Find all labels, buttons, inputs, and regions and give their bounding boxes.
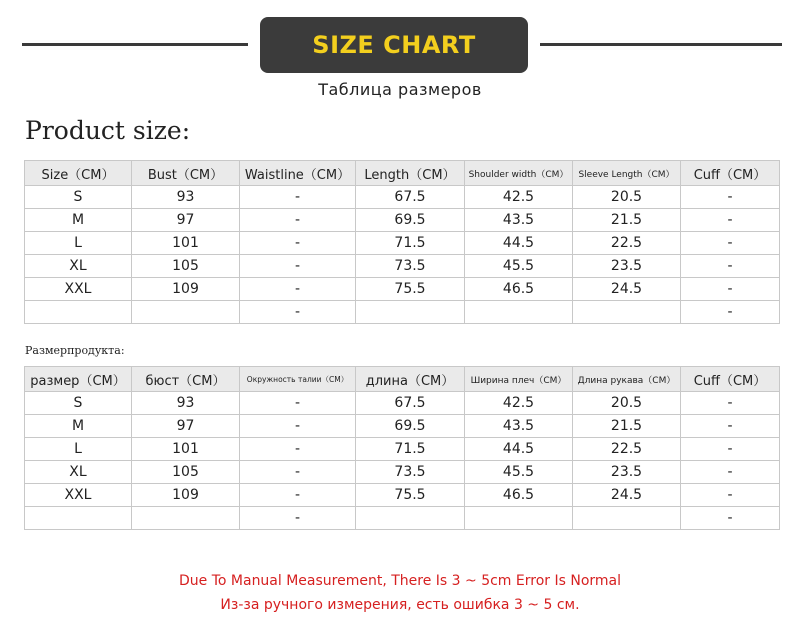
cell-bust: 101 [132,438,240,461]
table-row [25,461,780,484]
cell-bust: 97 [132,209,240,232]
cell-cuff: - [681,278,780,301]
cell-cuff: - [681,438,780,461]
cell-sleeve-length [573,301,681,324]
cell-cuff: - [681,232,780,255]
cell-waistline: - [240,209,356,232]
cell-length: 71.5 [356,438,465,461]
cell-bust: 93 [132,186,240,209]
banner-title: SIZE CHART [312,31,476,59]
cell-length: 73.5 [356,461,465,484]
cell-waistline: - [240,392,356,415]
cell-length: 69.5 [356,415,465,438]
table-row [25,186,780,209]
cell-length: 67.5 [356,392,465,415]
cell-bust: 97 [132,415,240,438]
cell-size: XXL [25,278,132,301]
cell-shoulder-width: 42.5 [465,186,573,209]
cell-sleeve-length: 24.5 [573,278,681,301]
cell-bust: 109 [132,278,240,301]
cell-shoulder-width: 43.5 [465,415,573,438]
column-header-cuff: Cuff（CM） [681,367,780,392]
column-header-bust: Bust（CM） [132,161,240,186]
cell-size: S [25,392,132,415]
cell-shoulder-width: 44.5 [465,438,573,461]
cell-length: 73.5 [356,255,465,278]
page-subtitle: Таблица размеров [318,80,482,99]
cell-cuff: - [681,186,780,209]
header-divider-right [540,43,782,46]
cell-shoulder-width: 43.5 [465,209,573,232]
table-row [25,278,780,301]
cell-size: L [25,232,132,255]
cell-cuff: - [681,392,780,415]
size-table-russian [24,366,780,530]
cell-cuff: - [681,255,780,278]
cell-waistline: - [240,186,356,209]
table-header-row [25,161,780,186]
header-divider-left [22,43,248,46]
cell-shoulder-width: 45.5 [465,461,573,484]
cell-sleeve-length [573,507,681,530]
cell-size: XXL [25,484,132,507]
cell-cuff: - [681,301,780,324]
cell-size [25,507,132,530]
table-header-row [25,367,780,392]
column-header-waistline: Waistline（CM） [240,161,356,186]
measurement-note-russian: Из-за ручного измерения, есть ошибка 3 ~ 5 см. [220,597,580,613]
cell-waistline: - [240,438,356,461]
cell-sleeve-length: 24.5 [573,484,681,507]
table-row [25,415,780,438]
table-row [25,209,780,232]
column-header-size: Size（CM） [25,161,132,186]
cell-shoulder-width [465,301,573,324]
cell-bust [132,507,240,530]
table-row [25,507,780,530]
cell-shoulder-width: 45.5 [465,255,573,278]
cell-sleeve-length: 22.5 [573,232,681,255]
cell-length [356,301,465,324]
table-row [25,438,780,461]
cell-length: 67.5 [356,186,465,209]
column-header-sleeve-length: Длина рукава（CM） [573,367,681,392]
table-row [25,301,780,324]
column-header-bust: бюст（CM） [132,367,240,392]
column-header-shoulder-width: Ширина плеч（CM） [465,367,573,392]
cell-length [356,507,465,530]
cell-cuff: - [681,484,780,507]
column-header-cuff: Cuff（CM） [681,161,780,186]
cell-waistline: - [240,484,356,507]
cell-shoulder-width: 46.5 [465,278,573,301]
cell-shoulder-width [465,507,573,530]
cell-size: XL [25,255,132,278]
cell-bust [132,301,240,324]
cell-length: 75.5 [356,484,465,507]
cell-sleeve-length: 22.5 [573,438,681,461]
table-row [25,484,780,507]
column-header-waistline: Окружность талии（CM） [240,367,356,392]
cell-bust: 109 [132,484,240,507]
cell-length: 69.5 [356,209,465,232]
cell-bust: 105 [132,461,240,484]
cell-waistline: - [240,461,356,484]
cell-shoulder-width: 46.5 [465,484,573,507]
cell-size: S [25,186,132,209]
cell-cuff: - [681,415,780,438]
cell-waistline: - [240,507,356,530]
cell-sleeve-length: 21.5 [573,209,681,232]
column-header-length: длина（CM） [356,367,465,392]
size-table-english [24,160,780,324]
cell-bust: 93 [132,392,240,415]
cell-sleeve-length: 20.5 [573,392,681,415]
cell-length: 71.5 [356,232,465,255]
cell-size: XL [25,461,132,484]
column-header-size: размер（CM） [25,367,132,392]
cell-bust: 105 [132,255,240,278]
cell-shoulder-width: 44.5 [465,232,573,255]
table-row [25,232,780,255]
cell-waistline: - [240,301,356,324]
cell-size: L [25,438,132,461]
column-header-shoulder-width: Shoulder width（CM） [465,161,573,186]
cell-cuff: - [681,461,780,484]
cell-sleeve-length: 20.5 [573,186,681,209]
cell-length: 75.5 [356,278,465,301]
cell-cuff: - [681,209,780,232]
product-size-heading: Product size: [25,116,191,145]
column-header-sleeve-length: Sleeve Length（CM） [573,161,681,186]
cell-sleeve-length: 23.5 [573,255,681,278]
size-chart-banner [260,17,528,73]
column-header-length: Length（CM） [356,161,465,186]
cell-size: M [25,209,132,232]
table-row [25,392,780,415]
cell-sleeve-length: 21.5 [573,415,681,438]
cell-shoulder-width: 42.5 [465,392,573,415]
product-size-heading-russian: Размерпродукта: [25,344,125,357]
measurement-note-english: Due To Manual Measurement, There Is 3 ~ 5cm Error Is Normal [179,573,621,589]
cell-size [25,301,132,324]
cell-size: M [25,415,132,438]
cell-waistline: - [240,232,356,255]
cell-waistline: - [240,255,356,278]
cell-waistline: - [240,278,356,301]
cell-cuff: - [681,507,780,530]
cell-sleeve-length: 23.5 [573,461,681,484]
table-row [25,255,780,278]
cell-bust: 101 [132,232,240,255]
cell-waistline: - [240,415,356,438]
